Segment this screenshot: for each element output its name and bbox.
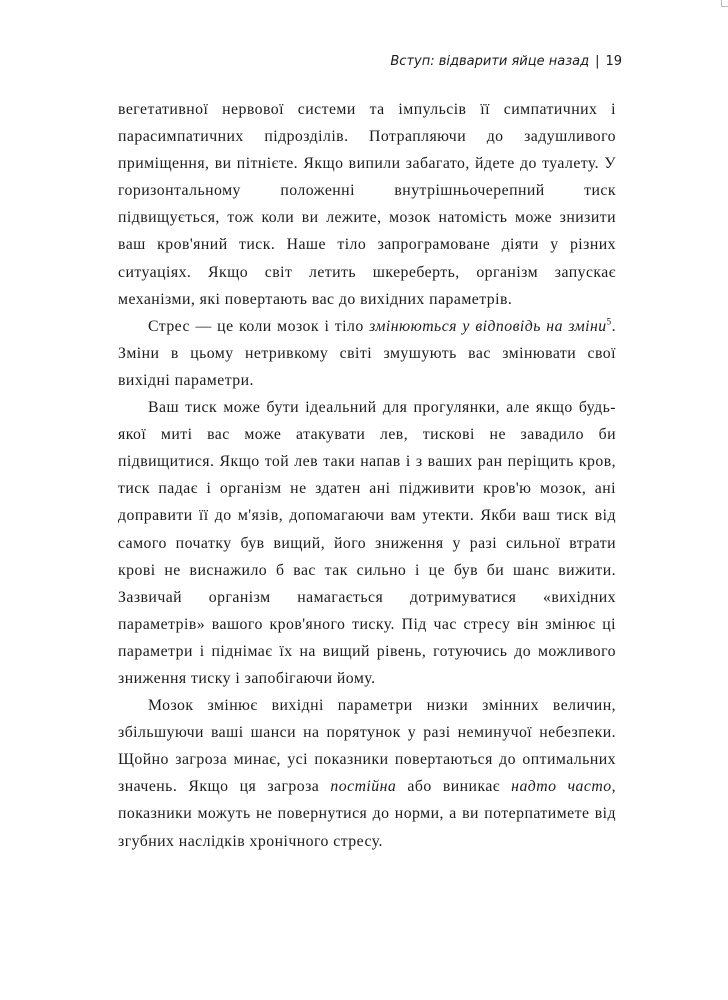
body-text xyxy=(118,96,616,855)
header-separator: | xyxy=(595,54,600,69)
paragraph-1: вегетативної нервової системи та імпульсів її симпатичних і парасимпатичних підрозділів. Потрапляючи до задушливого приміщення, ви пітнієте. Якщо випили забагато, йдете до туалету. У горизонтальному положенні внутрішньочерепний тиск підвищується, тож коли ви лежите, мозок натомість може знизити ваш кров'яний тиск. Наше тіло запрограмоване діяти у різних ситуаціях. Якщо світ летить шкереберть, організм запускає механізми, які повертають вас до вихідних параметрів. xyxy=(118,101,616,308)
running-title: Вступ: відварити яйце назад xyxy=(390,54,590,69)
paragraph-2-emphasis: змінюються у відповідь на зміни xyxy=(369,317,607,335)
paragraph-2-text-a: Стрес — це коли мозок і тіло xyxy=(148,317,370,335)
paragraph-4-text-b: або виникає xyxy=(396,778,512,796)
page-number: 19 xyxy=(605,54,622,69)
footnote-reference[interactable]: 5 xyxy=(606,316,612,327)
paragraph-3: Ваш тиск може бути ідеальний для прогулянки, але якщо будь-якої миті вас може атакувати лев, тискові не завадило би підвищитися. Якщо той лев таки напав і з ваших ран періщить кров, тиск падає і організм не здатен ані підживити кров'ю мозок, ані доправити її до м'язів, допомагаючи вам утекти. Якби ваш тиск від самого початку був вищий, його зниження у разі сильної втрати крові не виснажило б вас так сильно і це був би шанс вижити. Зазвичай організм намагається дотримуватися «вихідних параметрів» вашого кров'яного тиску. Під час стресу він змінює ці параметри і піднімає їх на вищий рівень, готуючись до можливого зниження тиску і запобігаючи йому. xyxy=(118,399,616,687)
paragraph-2-text-b: . Зміни в цьому нетривкому світі змушують вас змінювати свої вихідні параметри. xyxy=(118,317,616,389)
crop-mark xyxy=(721,0,728,7)
paragraph-4-text-a: Мозок змінює вихідні параметри низки змінних величин, збільшуючи ваші шанси на порятунок у разі неминучої небезпеки. Щойно загроза минає, усі показники повертаються до оптимальних значень. Якщо ця загроза xyxy=(118,697,616,796)
paragraph-2 xyxy=(118,313,616,394)
running-head xyxy=(390,54,622,69)
paragraph-4-emphasis-1: постійна xyxy=(330,778,397,796)
paragraph-4-emphasis-2: надто часто, xyxy=(511,778,616,796)
paragraph-4 xyxy=(118,692,616,855)
paragraph-4-text-c: показники можуть не повернутися до норми, а ви потерпатимете від згубних наслідків хронічного стресу. xyxy=(118,805,616,850)
